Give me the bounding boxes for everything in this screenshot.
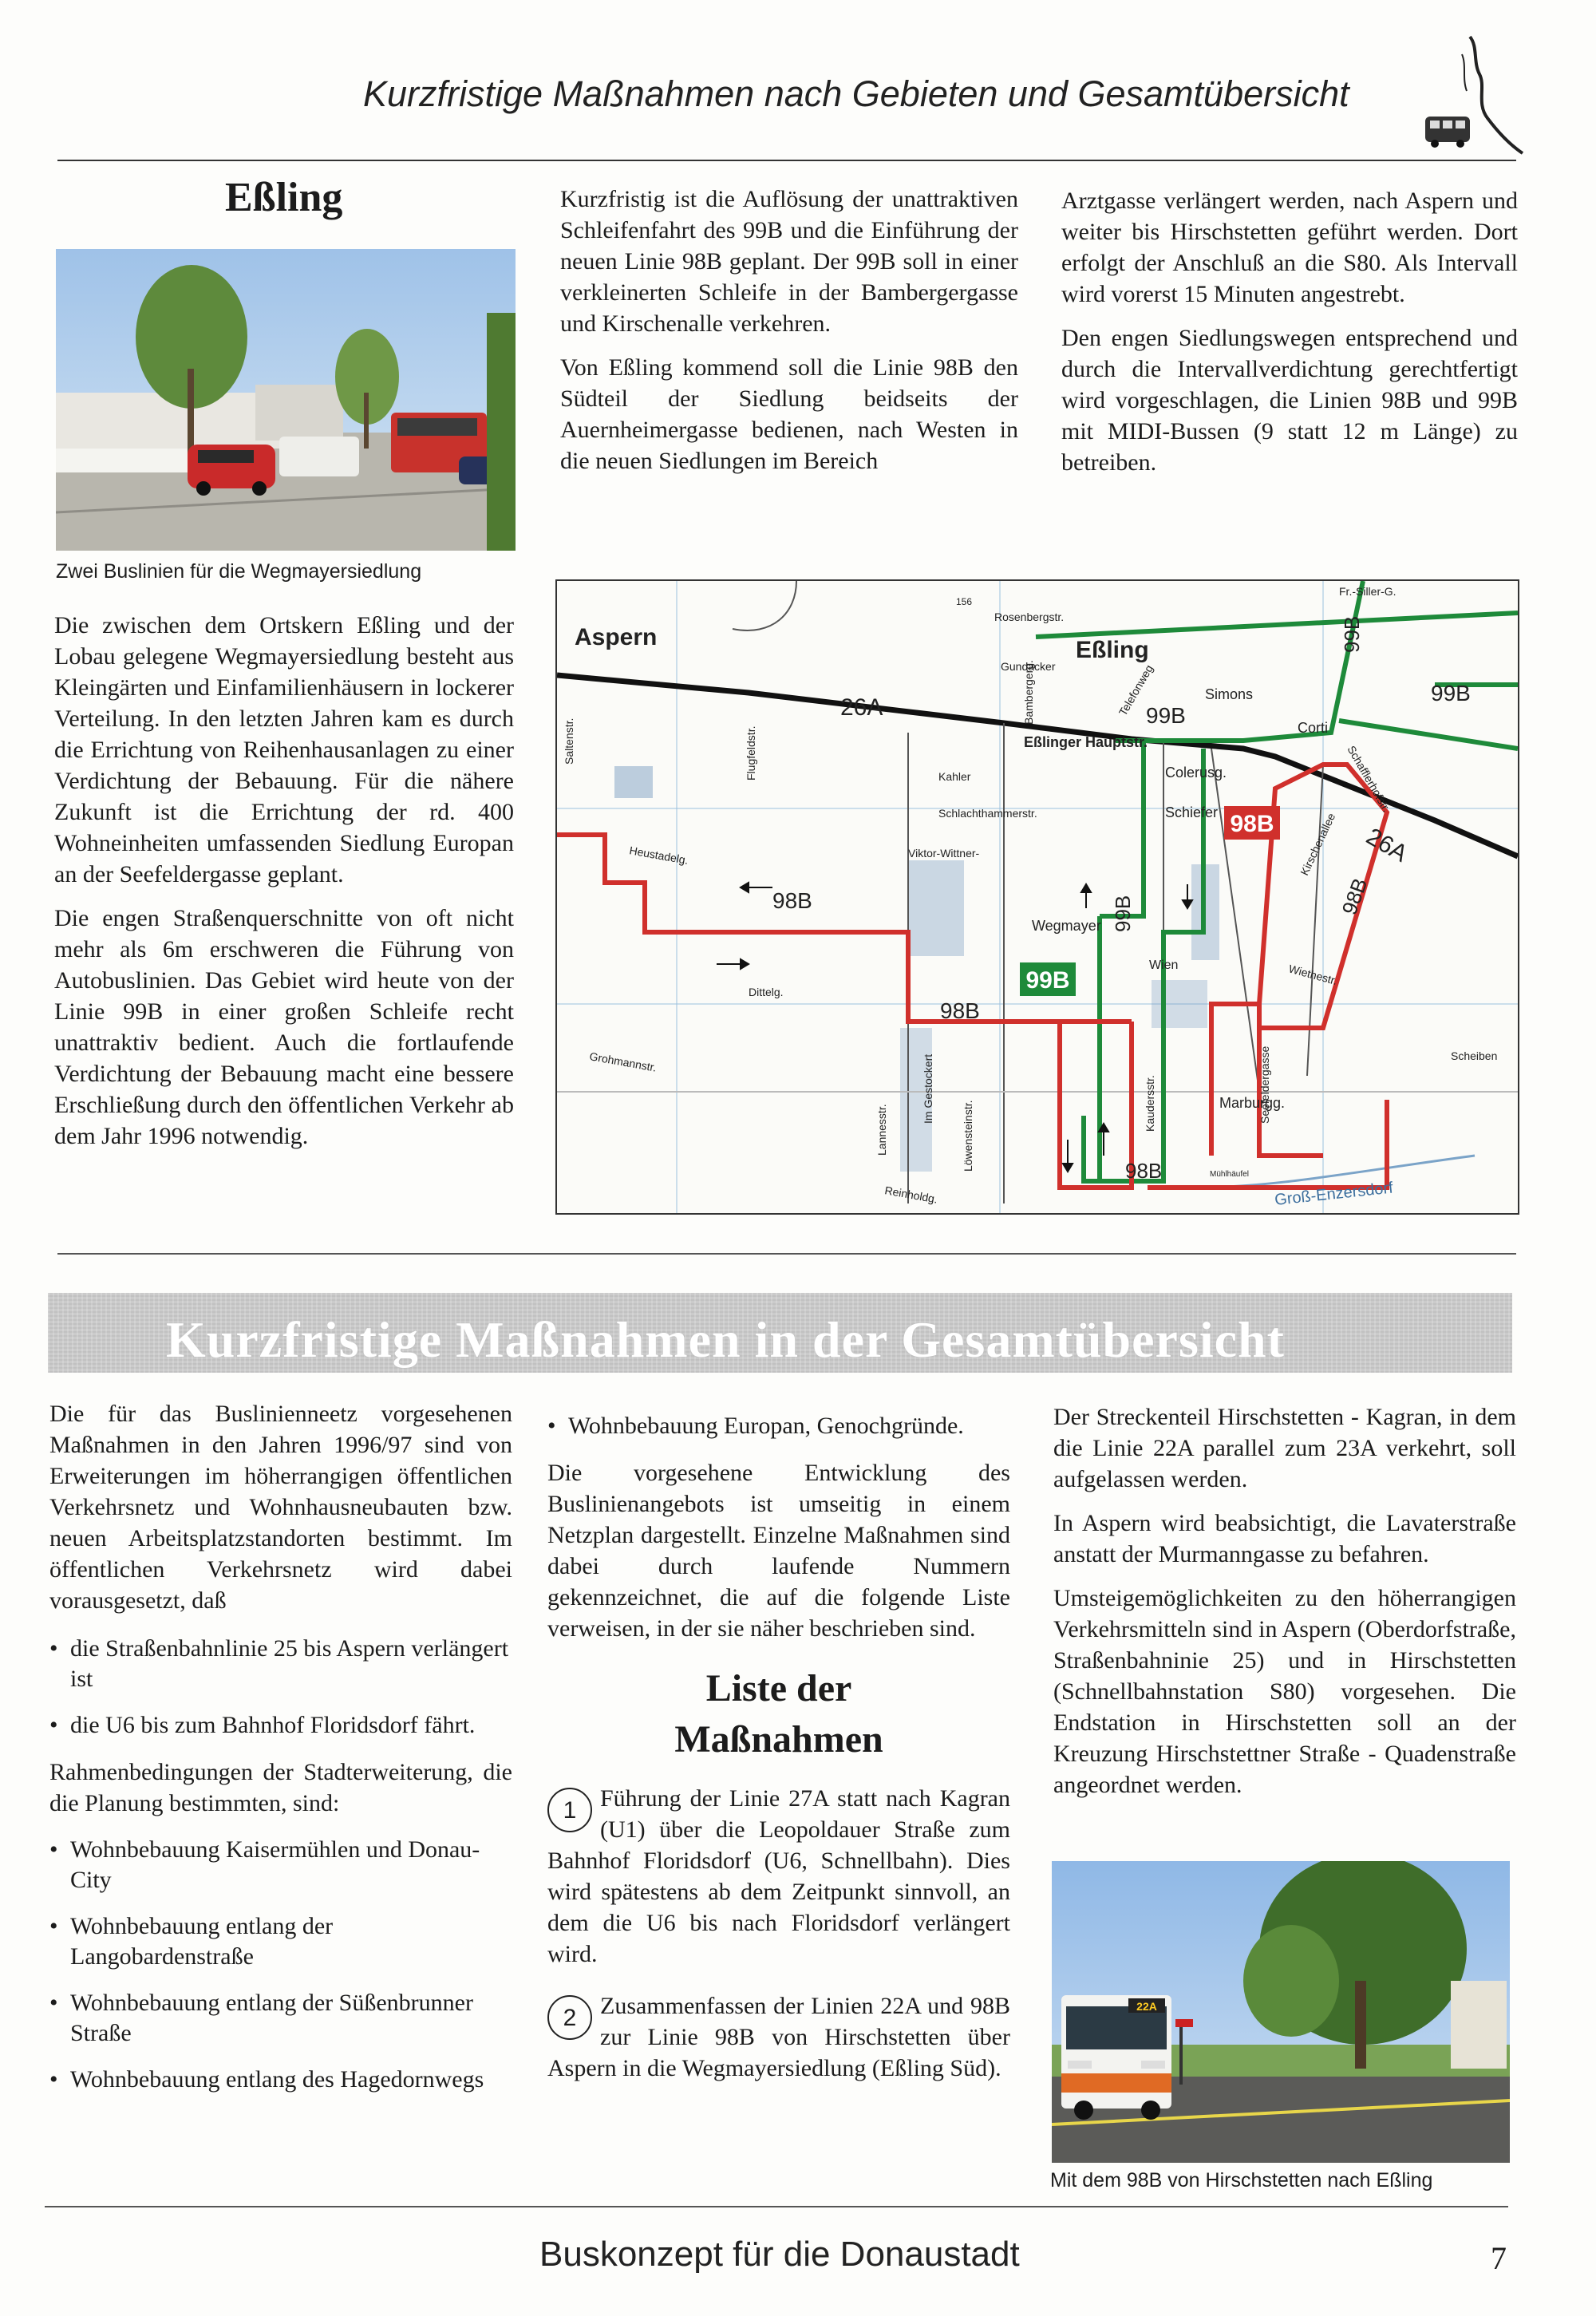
map-line-label: 98B	[1125, 1159, 1163, 1183]
map-place-essling: Eßling	[1076, 637, 1149, 663]
overview-banner	[48, 1293, 1512, 1373]
bullet-item: • die U6 bis zum Bahnhof Floridsdorf fährt.	[49, 1710, 512, 1741]
map-street-label: Schafflerhofstr.	[1345, 743, 1393, 815]
list-heading-line1: Liste der	[705, 1667, 852, 1709]
map-street-label: Wien	[1149, 958, 1179, 972]
overview-col3-paragraph: Umsteigemöglichkeiten zu den höherrangigen Verkehrsmitteln sind in Aspern (Oberdorfstraße, Straßenbahninie 25) und in Hirschstetten (Schnellbahnstation S80) vorgesehen. Die Endstation in Hirschstetten soll an der Kreuzung Hirschstettner Straße - Quadenstraße angeordnet werden.	[1053, 1585, 1516, 1798]
map-street-label: Reinholdg.	[883, 1184, 939, 1206]
measure-item-2	[547, 1990, 1010, 2084]
essling-col1-paragraph: Die zwischen dem Ortskern Eßling und der Lobau gelegene Wegmayersiedlung besteht aus Kleingärten und Einfamilienhäusern in lockerer Verteilung. In den letzten Jahren kam es durch die Errichtung von Reihenhausanlagen zu einer Verdichtung der Bebauung. Für die nähere Zukunft ist die Errichtung der rd. 400 Wohneinheiten umfassenden Siedlung Europan an der Seefeldergasse geplant.	[54, 612, 514, 887]
map-street-label: Marburgg.	[1219, 1095, 1286, 1111]
route-map-svg	[557, 581, 1518, 1213]
bullet-item: • Wohnbebauung Kaisermühlen und Donau-City	[49, 1835, 512, 1895]
map-street-label: Schiefer	[1165, 804, 1219, 820]
overview-rahmen: Rahmenbedingungen der Stadterweiterung, die die Planung bestimmten, sind:	[49, 1759, 512, 1816]
measure-text: Führung der Linie 27A statt nach Kagran (U1) über die Leopoldauer Straße zum Bahnhof Floridsdorf (U6, Schnellbahn). Dies wird spätestens ab dem Zeitpunkt sinnvoll, an dem die U6 bis nach Floridsdorf verlängert wird.	[547, 1785, 1010, 1967]
overview-col3-paragraph: In Aspern wird beabsichtigt, die Lavaterstraße anstatt der Murmanngasse zu befahren.	[1053, 1510, 1516, 1567]
measure-text: Zusammenfassen der Linien 22A und 98B zur Linie 98B von Hirschstetten über Aspern in die Wegmayersiedlung (Eßling Süd).	[547, 1993, 1010, 2081]
map-street-label: Dittelg.	[749, 986, 784, 998]
map-street-label: Kirschenallee	[1298, 811, 1338, 878]
bullet-item: • Wohnbebauung Europan, Genochgründe.	[547, 1411, 1010, 1441]
map-label-98b-box: 98B	[1230, 811, 1274, 837]
photo-caption-buslinien: Zwei Buslinien für die Wegmayersiedlung	[56, 560, 422, 583]
map-street-label: Mühlhäufel	[1210, 1170, 1249, 1179]
overview-intro: Die für das Buslinienneetz vorgesehenen Maßnahmen in den Jahren 1996/97 sind von Erweiterungen im höherrangigen öffentlichen Verkehrsnetz und Wohnhausneubauten bzw. neuen Arbeitsplatzstandorten bestimmt. Im öffentlichen Verkehrsnetz wird dabei vorausgesetzt, daß	[49, 1401, 512, 1614]
overview-col3-paragraph: Der Streckenteil Hirschstetten - Kagran, in dem die Linie 22A parallel zum 23A verkehrt, soll aufgelassen werden.	[1053, 1404, 1516, 1492]
footer-rule	[45, 2206, 1508, 2207]
map-street-label: Simons	[1205, 686, 1254, 702]
map-street-label: Heustadelg.	[628, 844, 689, 867]
map-street-label: Fr.-Siller-G.	[1339, 585, 1396, 598]
route-map-essling	[555, 579, 1519, 1215]
measure-number-badge: 1	[547, 1788, 592, 1832]
bullet-item: • Wohnbebauung entlang des Hagedornwegs	[49, 2065, 512, 2095]
overview-banner-title: Kurzfristige Maßnahmen in der Gesamtübersicht	[166, 1311, 1285, 1368]
photo-bus-98b	[1052, 1861, 1510, 2163]
essling-col3-paragraph: Arztgasse verlängert werden, nach Aspern und weiter bis Hirschstetten geführt werden. Dort erfolgt der Anschluß an die S80. Als Intervall wird vorerst 15 Minuten angestrebt.	[1061, 188, 1518, 307]
map-street-label: Kaudersstr.	[1144, 1075, 1156, 1132]
essling-col1-paragraph: Die engen Straßenquerschnitte von oft nicht mehr als 6m erschweren die Führung von Autobuslinien. Das Gebiet wird heute von der Linie 99B in einer großen Schleife recht unattraktiv bedient. Auch die fortlaufende Verdichtung der Bebauung macht eine bessere Erschließung durch den öffentlichen Verkehr ab dem Jahr 1996 notwendig.	[54, 905, 514, 1149]
essling-col3-paragraph: Den engen Siedlungswegen entsprechend und durch die Intervallverdichtung gerechtfertigt wird vorgeschlagen, die Linien 98B und 99B mit MIDI-Bussen (9 statt 12 m Länge) zu betreiben.	[1061, 325, 1518, 476]
map-line-label: 99B	[1340, 615, 1364, 653]
photo-buses-wegmayersiedlung	[56, 249, 516, 551]
essling-col2-paragraph: Kurzfristig ist die Auflösung der unattraktiven Schleifenfahrt des 99B und die Einführung der neuen Linie 98B geplant. Der 99B soll in einer verkleinerten Schleife in der Bambergergasse und Kirschenalle verkehren.	[560, 186, 1018, 337]
page-header-title: Kurzfristige Maßnahmen nach Gebieten und Gesamtübersicht	[363, 73, 1349, 114]
overview-column-1	[49, 1398, 512, 2111]
essling-col2-paragraph: Von Eßling kommend soll die Linie 98B den Südteil der Siedlung beidseits der Auernheimergasse bedienen, nach Westen in die neuen Siedlungen im Bereich	[560, 354, 1018, 474]
map-street-label: Corti	[1298, 720, 1329, 736]
bullet-item: • die Straßenbahnlinie 25 bis Aspern verlängert ist	[49, 1634, 512, 1694]
map-line-label: 99B	[1146, 703, 1186, 728]
map-line-label: 26A	[840, 694, 883, 721]
map-street-label: Viktor-Wittner-	[908, 847, 980, 860]
map-line-label: 99B	[1111, 895, 1135, 932]
photo-caption-98b: Mit dem 98B von Hirschstetten nach Eßling	[1050, 2169, 1433, 2192]
bullet-item: • Wohnbebauung entlang der Langobardenstraße	[49, 1911, 512, 1972]
bullet-item: • Wohnbebauung entlang der Süßenbrunner Straße	[49, 1988, 512, 2049]
section-heading-essling: Eßling	[225, 175, 343, 220]
map-label-99b-box: 99B	[1025, 967, 1070, 994]
map-street-label: Groß-Enzersdorf	[1274, 1179, 1394, 1209]
map-street-label: Lannesstr.	[875, 1104, 888, 1156]
essling-column-3	[1061, 185, 1518, 491]
map-street-label: Bambergerg.	[1022, 660, 1035, 725]
map-street-label: 156	[956, 596, 973, 607]
map-street-label: Löwensteinstr.	[962, 1100, 974, 1172]
map-street-label: Schlachthammerstr.	[938, 807, 1037, 820]
page-number: 7	[1491, 2240, 1507, 2276]
map-street-label: Saltenstr.	[563, 717, 575, 765]
map-line-label: 98B	[772, 888, 812, 913]
bus-logo-icon	[1414, 30, 1526, 158]
map-street-label: Eßlinger Hauptstr.	[1024, 734, 1148, 750]
map-street-label: Wegmayer	[1032, 918, 1101, 934]
map-street-label: Kahler	[938, 770, 971, 783]
section-divider-rule	[57, 1253, 1516, 1255]
overview-column-3	[1053, 1401, 1516, 1813]
overview-netzplan-paragraph: Die vorgesehene Entwicklung des Buslinienangebots ist umseitig in einem Netzplan dargestellt. Einzelne Maßnahmen sind dabei durch laufende Nummern gekennzeichnet, die auf die folgende Liste verweisen, in der sie näher beschrieben sind.	[547, 1460, 1010, 1642]
measure-number-badge: 2	[547, 1995, 592, 2040]
essling-column-2	[560, 184, 1018, 489]
map-street-label: Flugfeldstr.	[745, 725, 757, 781]
header-rule	[57, 160, 1516, 161]
map-street-label: Seefeldergasse	[1258, 1045, 1271, 1124]
essling-column-1	[54, 610, 514, 1164]
map-line-label: 98B	[940, 998, 980, 1023]
overview-column-2	[547, 1411, 1010, 2084]
map-line-label: 99B	[1431, 681, 1471, 705]
map-street-label: Im Gestockert	[922, 1053, 934, 1124]
bus-destination-sign: 22A	[1136, 2000, 1157, 2013]
map-street-label: Telefonweg	[1116, 662, 1156, 718]
footer-title: Buskonzept für die Donaustadt	[539, 2235, 1020, 2274]
map-line-label: 98B	[1337, 875, 1373, 919]
measure-item-1	[547, 1783, 1010, 1970]
map-street-label: Colerusg.	[1165, 765, 1227, 781]
map-street-label: Scheiben	[1451, 1049, 1498, 1062]
map-street-label: Rosenbergstr.	[994, 611, 1065, 623]
map-street-label: Wiethestr.	[1287, 962, 1339, 988]
map-street-label: Grohmannstr.	[588, 1049, 658, 1074]
map-place-aspern: Aspern	[575, 624, 658, 650]
map-line-label: 26A	[1361, 823, 1412, 868]
list-heading-line2: Maßnahmen	[674, 1718, 883, 1761]
map-street-label: Gundacker	[1001, 660, 1056, 673]
